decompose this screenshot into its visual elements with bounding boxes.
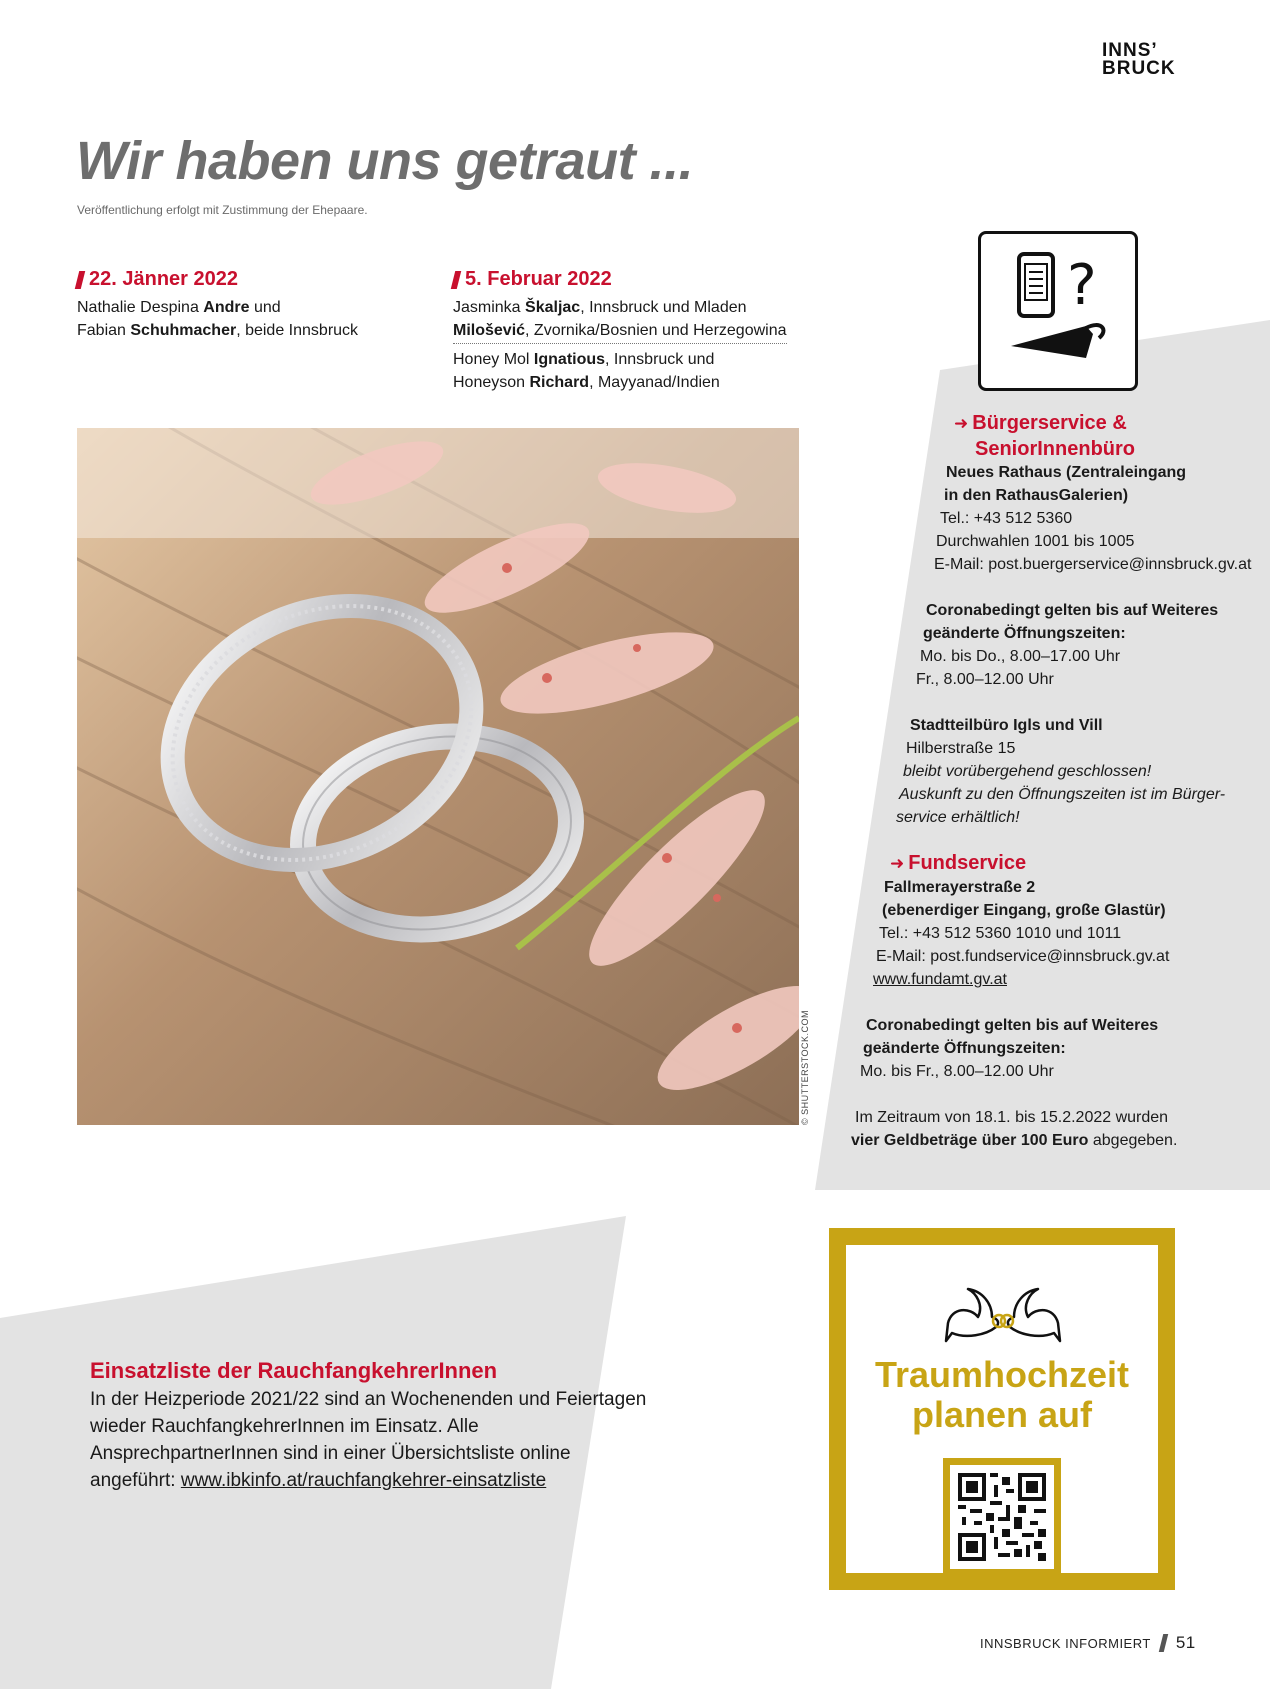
wedding-entry: Honey Mol Ignatious, Innsbruck und [453,351,715,368]
qr-code-icon [958,1473,1046,1561]
buergerservice-address-1: Neues Rathaus (Zentraleingang [946,464,1187,481]
question-mark-icon: ? [1067,253,1097,318]
buergerservice-email[interactable]: E-Mail: post.buergerservice@innsbruck.gv.at [934,556,1252,573]
buergerservice-heading: ➜ Bürgerservice & [954,412,1127,434]
arrow-right-icon: ➜ [954,414,969,433]
fundservice-hours: Mo. bis Fr., 8.00–12.00 Uhr [860,1063,1054,1080]
wedding-entry: Fabian Schuhmacher, beide Innsbruck [77,322,359,339]
qr-code-frame[interactable] [943,1458,1061,1576]
umbrella-icon [1011,325,1103,358]
wedding-column-1 [77,268,358,342]
wedding-rings-photo [77,428,799,1125]
service-info-iconbox [978,231,1138,391]
rauchfang-heading: Einsatzliste der RauchfangkehrerInnen [90,1358,498,1383]
buergerservice-address-2: in den RathausGalerien) [944,487,1129,504]
slash-marker [451,271,461,289]
fundservice-corona-1: Coronabedingt gelten bis auf Weiteres [866,1017,1159,1034]
photo-credit: © SHUTTERSTOCK.COM [800,1010,810,1125]
buergerservice-corona-1: Coronabedingt gelten bis auf Weiteres [926,602,1219,619]
igls-heading: Stadtteilbüro Igls und Vill [910,717,1103,734]
igls-address: Hilberstraße 15 [906,740,1016,757]
wedding-entry: Nathalie Despina Andre und [77,299,281,316]
arrow-right-icon: ➜ [890,854,905,873]
buergerservice-tel: Tel.: +43 512 5360 [940,510,1073,527]
page-footer [980,1633,1196,1653]
wedding-entry: Jasminka Škaljac, Innsbruck und Mladen [453,299,747,316]
igls-note-1: bleibt vorübergehend geschlossen! [903,763,1152,780]
footer-label: INNSBRUCK INFORMIERT [980,1635,1151,1651]
buergerservice-hours-2: Fr., 8.00–12.00 Uhr [916,671,1054,688]
slash-marker [75,271,85,289]
fundservice-address-2: (ebenerdiger Eingang, große Glastür) [882,902,1166,919]
fundservice-note-1: Im Zeitraum von 18.1. bis 15.2.2022 wurden [855,1109,1169,1126]
fundservice-note-2: vier Geldbeträge über 100 Euro abgegeben. [851,1132,1178,1149]
buergerservice-corona-2: geänderte Öffnungszeiten: [923,625,1126,642]
phone-icon [1019,254,1053,316]
wedding-entry: Honeyson Richard, Mayyanad/Indien [453,374,720,391]
innsbruck-logo: INNS’ BRUCK [1102,40,1176,79]
buergerservice-durchwahl: Durchwahlen 1001 bis 1005 [936,533,1135,550]
buergerservice-heading-2: SeniorInnenbüro [975,438,1135,460]
date-heading: 22. Jänner 2022 [77,268,358,291]
wedding-entry: Milošević, Zvornika/Bosnien und Herzegowina [453,319,787,344]
rauchfang-body: In der Heizperiode 2021/22 sind an Wochenenden und Feiertagen wieder RauchfangkehrerInnen im Einsatz. Alle AnsprechpartnerInnen sind in einer Übersichtsliste online angeführt: www.ibkinfo.at/rauchfangkehrer-einsatzliste [90,1389,647,1491]
page-title: Wir haben uns getraut ... [76,131,694,191]
rauchfang-link[interactable]: www.ibkinfo.at/rauchfangkehrer-einsatzliste [180,1470,547,1491]
date-heading: 5. Februar 2022 [453,268,787,291]
fundservice-email[interactable]: E-Mail: post.fundservice@innsbruck.gv.at [876,948,1170,965]
traumhochzeit-box[interactable] [829,1228,1175,1590]
fundservice-heading: ➜ Fundservice [890,852,1027,874]
fundservice-web-link[interactable]: www.fundamt.gv.at [873,971,1007,988]
fundservice-tel: Tel.: +43 512 5360 1010 und 1011 [879,925,1122,942]
fundservice-corona-2: geänderte Öffnungszeiten: [863,1040,1066,1057]
wedding-column-2 [453,268,787,394]
page-number: 51 [1175,1633,1196,1652]
slash-marker [1159,1634,1168,1652]
traumhochzeit-text: Traumhochzeit planen auf [874,1354,1130,1435]
fundservice-address-1: Fallmerayerstraße 2 [884,879,1036,896]
igls-note-3: service erhältlich! [896,809,1020,826]
page-subtitle: Veröffentlichung erfolgt mit Zustimmung der Ehepaare. [77,203,368,217]
igls-note-2: Auskunft zu den Öffnungszeiten ist im Bürger- [899,786,1226,803]
doves-rings-icon [942,1285,1064,1347]
buergerservice-hours-1: Mo. bis Do., 8.00–17.00 Uhr [920,648,1121,665]
